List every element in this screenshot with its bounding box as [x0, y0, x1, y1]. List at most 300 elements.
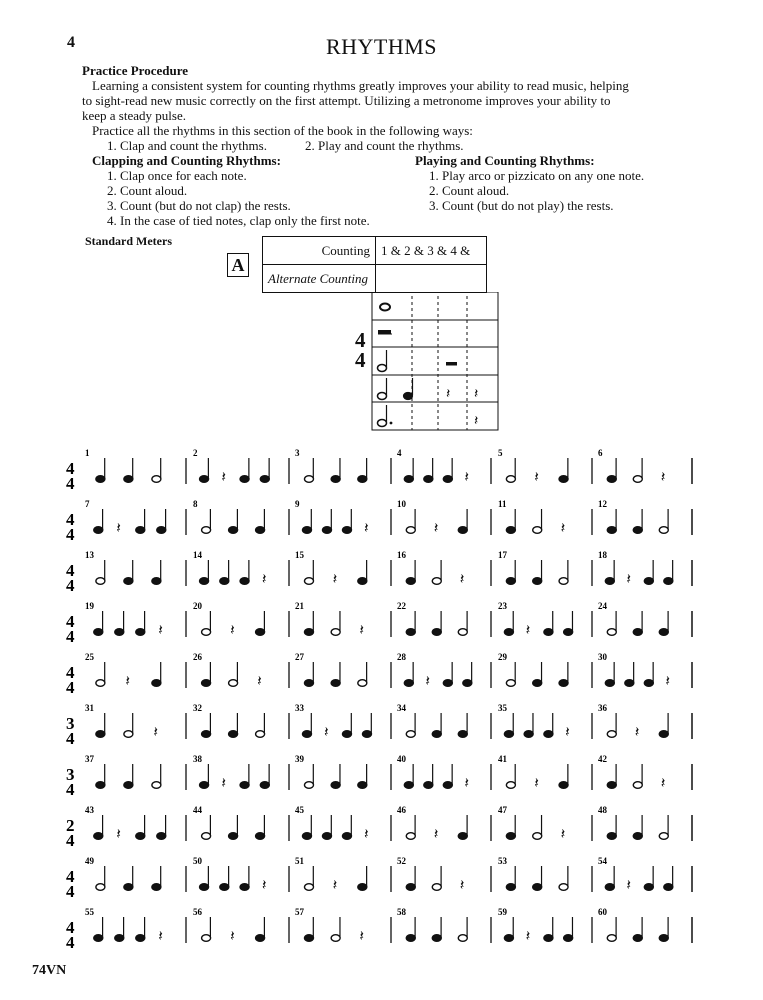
quarter-rest: 𝄽 — [324, 725, 329, 741]
quarter-note — [94, 629, 103, 636]
quarter-rest: 𝄽 — [565, 725, 570, 741]
quarter-note — [533, 578, 542, 585]
quarter-note — [343, 731, 352, 738]
exercise-number: 3 — [295, 448, 300, 458]
quarter-rest: 𝄽 — [433, 521, 439, 537]
exercise-line — [66, 550, 692, 595]
exercise-line — [66, 907, 692, 952]
exercise-number: 43 — [85, 805, 94, 815]
quarter-note — [644, 884, 653, 891]
exercise-number: 50 — [193, 856, 202, 866]
quarter-rest: 𝄽 — [660, 470, 666, 486]
playing-step-1: 1. Play arco or pizzicato on any one note. — [429, 168, 645, 183]
quarter-rest: 𝄽 — [626, 572, 631, 588]
exercise-number: 48 — [598, 805, 607, 815]
svg-text:𝄽: 𝄽 — [474, 387, 479, 402]
half-note — [633, 476, 642, 483]
quarter-note — [305, 629, 314, 636]
quarter-note — [544, 629, 553, 636]
playing-step-2: 2. Count aloud. — [429, 183, 510, 198]
time-signature-bottom: 4 — [66, 729, 75, 748]
quarter-note — [424, 476, 433, 483]
time-signature-top: 4 — [66, 459, 75, 478]
quarter-note — [506, 884, 515, 891]
time-signature-top: 2 — [66, 816, 75, 835]
clapping-step-2: 2. Count aloud. — [107, 183, 188, 198]
exercise-number: 33 — [295, 703, 304, 713]
quarter-note — [240, 476, 249, 483]
exercise-number: 20 — [193, 601, 202, 611]
half-note — [406, 833, 415, 840]
half-note — [96, 884, 105, 891]
quarter-note — [605, 578, 614, 585]
quarter-note — [432, 935, 441, 942]
exercise-number: 18 — [598, 550, 607, 560]
quarter-note — [443, 680, 452, 687]
exercise-number: 14 — [193, 550, 202, 560]
quarter-rest: 𝄽 — [525, 623, 531, 639]
exercise-line — [66, 703, 692, 748]
playing-heading: Playing and Counting Rhythms: — [415, 153, 595, 168]
exercise-number: 34 — [397, 703, 406, 713]
quarter-note — [559, 476, 568, 483]
way-2: 2. Play and count the rhythms. — [305, 138, 464, 153]
quarter-note — [404, 680, 413, 687]
ways-line: Practice all the rhythms in this section of the book in the following ways: — [92, 123, 473, 138]
exercise-number: 10 — [397, 499, 406, 509]
playing-step-3: 3. Count (but do not play) the rests. — [429, 198, 614, 213]
exercise-number: 1 — [85, 448, 90, 458]
quarter-note — [136, 935, 145, 942]
half-note — [202, 527, 211, 534]
exercise-line — [66, 652, 692, 697]
exercise-number: 44 — [193, 805, 202, 815]
quarter-note — [305, 680, 314, 687]
exercise-number: 15 — [295, 550, 304, 560]
exercise-number: 22 — [397, 601, 406, 611]
exercise-number: 46 — [397, 805, 406, 815]
exercise-number: 37 — [85, 754, 94, 764]
quarter-note — [94, 527, 103, 534]
standard-meters-heading: Standard Meters — [85, 234, 172, 248]
half-note — [432, 884, 441, 891]
exercise-number: 47 — [498, 805, 507, 815]
quarter-note — [202, 731, 211, 738]
quarter-note — [664, 578, 673, 585]
alternate-counting-label: Alternate Counting — [263, 265, 376, 293]
exercise-number: 36 — [598, 703, 607, 713]
quarter-note — [303, 731, 312, 738]
quarter-rest: 𝄽 — [560, 827, 566, 843]
quarter-rest: 𝄽 — [634, 725, 640, 741]
exercise-number: 26 — [193, 652, 202, 662]
half-note — [633, 782, 642, 789]
quarter-note — [458, 527, 467, 534]
exercise-number: 52 — [397, 856, 406, 866]
half-note — [607, 731, 616, 738]
quarter-note — [404, 782, 413, 789]
exercise-number: 54 — [598, 856, 607, 866]
half-note — [506, 782, 515, 789]
quarter-note — [157, 527, 166, 534]
quarter-note — [605, 884, 614, 891]
exercise-line — [66, 601, 692, 646]
exercise-number: 38 — [193, 754, 202, 764]
half-note — [305, 884, 314, 891]
quarter-note — [152, 884, 161, 891]
quarter-note — [633, 629, 642, 636]
half-note — [202, 629, 211, 636]
exercise-line — [66, 754, 692, 799]
time-signature-bottom: 4 — [66, 627, 75, 646]
quarter-rest: 𝄽 — [464, 776, 469, 792]
half-note — [506, 680, 515, 687]
quarter-note — [200, 578, 209, 585]
exercise-number: 30 — [598, 652, 607, 662]
exercise-number: 19 — [85, 601, 94, 611]
meter-bottom: 4 — [355, 348, 366, 372]
half-note — [331, 935, 340, 942]
quarter-note — [432, 731, 441, 738]
exercise-number: 28 — [397, 652, 406, 662]
quarter-note — [202, 680, 211, 687]
exercise-number: 35 — [498, 703, 507, 713]
half-note — [256, 731, 265, 738]
half-note — [406, 731, 415, 738]
quarter-note — [506, 578, 515, 585]
counting-label: Counting — [263, 237, 376, 265]
section-box-a: A — [227, 253, 249, 277]
half-note — [152, 476, 161, 483]
half-note — [607, 629, 616, 636]
rhythm-exercises — [0, 440, 763, 960]
quarter-note — [533, 680, 542, 687]
half-note — [202, 935, 211, 942]
quarter-note — [559, 782, 568, 789]
quarter-note — [220, 884, 229, 891]
quarter-rest: 𝄽 — [158, 623, 163, 639]
svg-text:𝄽: 𝄽 — [474, 414, 479, 429]
exercise-number: 45 — [295, 805, 304, 815]
half-note — [458, 935, 467, 942]
page-footer-code: 74VN — [32, 963, 67, 978]
quarter-note — [343, 527, 352, 534]
exercise-number: 27 — [295, 652, 304, 662]
quarter-note — [358, 476, 367, 483]
quarter-rest: 𝄽 — [359, 929, 364, 945]
half-note — [659, 527, 668, 534]
exercise-number: 40 — [397, 754, 406, 764]
quarter-note — [644, 680, 653, 687]
quarter-rest: 𝄽 — [359, 623, 364, 639]
quarter-rest: 𝄽 — [125, 674, 130, 690]
quarter-note — [458, 731, 467, 738]
quarter-note — [506, 527, 515, 534]
quarter-rest: 𝄽 — [332, 878, 338, 894]
quarter-note — [96, 731, 105, 738]
quarter-note — [305, 935, 314, 942]
quarter-note — [96, 782, 105, 789]
exercise-number: 41 — [498, 754, 507, 764]
quarter-note — [659, 731, 668, 738]
quarter-note — [136, 629, 145, 636]
quarter-note — [607, 833, 616, 840]
half-note — [331, 629, 340, 636]
quarter-note — [504, 731, 513, 738]
quarter-note — [607, 782, 616, 789]
half-note — [305, 476, 314, 483]
quarter-rest: 𝄽 — [626, 878, 631, 894]
exercise-number: 23 — [498, 601, 507, 611]
time-signature-top: 3 — [66, 714, 75, 733]
quarter-rest: 𝄽 — [464, 470, 469, 486]
exercise-number: 11 — [498, 499, 507, 509]
quarter-note — [559, 680, 568, 687]
meter-time-signature — [355, 330, 366, 370]
quarter-note — [504, 935, 513, 942]
quarter-rest: 𝄽 — [230, 623, 235, 639]
half-note — [559, 884, 568, 891]
half-note — [506, 476, 515, 483]
quarter-rest: 𝄽 — [221, 470, 226, 486]
quarter-note — [240, 884, 249, 891]
quarter-rest: 𝄽 — [261, 878, 267, 894]
time-signature-top: 3 — [66, 765, 75, 784]
clapping-step-1: 1. Clap once for each note. — [107, 168, 247, 183]
exercise-number: 8 — [193, 499, 198, 509]
exercise-number: 17 — [498, 550, 507, 560]
quarter-rest: 𝄽 — [425, 674, 430, 690]
quarter-rest: 𝄽 — [433, 827, 439, 843]
quarter-note — [136, 833, 145, 840]
quarter-note — [406, 935, 415, 942]
exercise-number: 16 — [397, 550, 406, 560]
exercise-number: 39 — [295, 754, 304, 764]
svg-text:𝄽: 𝄽 — [446, 387, 451, 402]
quarter-note — [256, 527, 265, 534]
quarter-rest: 𝄽 — [332, 572, 338, 588]
exercise-line — [66, 499, 692, 544]
quarter-note — [240, 782, 249, 789]
time-signature-top: 4 — [66, 510, 75, 529]
exercise-number: 55 — [85, 907, 94, 917]
exercise-number: 4 — [397, 448, 402, 458]
quarter-note — [404, 476, 413, 483]
quarter-note — [229, 833, 238, 840]
quarter-rest: 𝄽 — [364, 827, 369, 843]
quarter-rest: 𝄽 — [459, 572, 465, 588]
quarter-note — [229, 731, 238, 738]
exercise-number: 9 — [295, 499, 300, 509]
time-signature-bottom: 4 — [66, 678, 75, 697]
quarter-rest: 𝄽 — [534, 470, 539, 486]
exercise-number: 25 — [85, 652, 94, 662]
quarter-rest: 𝄽 — [153, 725, 158, 741]
quarter-note — [607, 476, 616, 483]
quarter-note — [331, 680, 340, 687]
half-note — [202, 833, 211, 840]
quarter-note — [124, 578, 133, 585]
exercise-number: 49 — [85, 856, 94, 866]
quarter-note — [124, 884, 133, 891]
time-signature-bottom: 4 — [66, 780, 75, 799]
quarter-rest: 𝄽 — [257, 674, 262, 690]
quarter-note — [94, 833, 103, 840]
alternate-counting-cell — [376, 265, 487, 293]
quarter-note — [644, 578, 653, 585]
clapping-heading: Clapping and Counting Rhythms: — [92, 153, 281, 168]
quarter-rest: 𝄽 — [525, 929, 531, 945]
time-signature-top: 4 — [66, 663, 75, 682]
half-note — [305, 578, 314, 585]
quarter-note — [256, 935, 265, 942]
page-title: RHYTHMS — [325, 34, 438, 59]
half-note — [432, 578, 441, 585]
practice-heading: Practice Procedure — [82, 63, 188, 78]
half-note — [152, 782, 161, 789]
quarter-note — [524, 731, 533, 738]
clapping-step-3: 3. Count (but do not clap) the rests. — [107, 198, 291, 213]
quarter-note — [463, 680, 472, 687]
meter-rhythm-grid — [370, 292, 500, 432]
exercise-line — [66, 805, 692, 850]
exercise-number: 6 — [598, 448, 603, 458]
quarter-note — [220, 578, 229, 585]
half-note — [533, 527, 542, 534]
quarter-note — [323, 833, 332, 840]
quarter-rest: 𝄽 — [560, 521, 566, 537]
quarter-note — [200, 782, 209, 789]
quarter-note — [659, 935, 668, 942]
quarter-note — [406, 884, 415, 891]
quarter-note — [504, 629, 513, 636]
time-signature-bottom: 4 — [66, 831, 75, 850]
exercise-number: 13 — [85, 550, 94, 560]
quarter-note — [633, 527, 642, 534]
time-signature-bottom: 4 — [66, 576, 75, 595]
quarter-note — [659, 629, 668, 636]
quarter-note — [406, 578, 415, 585]
quarter-note — [256, 629, 265, 636]
quarter-note — [564, 629, 573, 636]
exercise-number: 56 — [193, 907, 202, 917]
time-signature-bottom: 4 — [66, 474, 75, 493]
quarter-note — [331, 476, 340, 483]
quarter-rest: 𝄽 — [364, 521, 369, 537]
quarter-note — [260, 476, 269, 483]
half-note — [124, 731, 133, 738]
quarter-note — [200, 884, 209, 891]
quarter-note — [564, 935, 573, 942]
quarter-note — [506, 833, 515, 840]
half-note — [406, 527, 415, 534]
exercise-number: 51 — [295, 856, 304, 866]
exercise-number: 57 — [295, 907, 304, 917]
quarter-rest: 𝄽 — [116, 521, 121, 537]
time-signature-bottom: 4 — [66, 882, 75, 901]
quarter-rest: 𝄽 — [534, 776, 539, 792]
quarter-note — [633, 833, 642, 840]
quarter-note — [303, 833, 312, 840]
exercise-number: 29 — [498, 652, 507, 662]
way-1: 1. Clap and count the rhythms. — [107, 138, 267, 153]
quarter-note — [96, 476, 105, 483]
quarter-note — [358, 578, 367, 585]
quarter-note — [157, 833, 166, 840]
exercise-number: 59 — [498, 907, 507, 917]
quarter-note — [544, 731, 553, 738]
quarter-note — [115, 935, 124, 942]
quarter-note — [331, 782, 340, 789]
intro-line-1: Learning a consistent system for counting rhythms greatly improves your ability to read music, helping — [92, 78, 629, 93]
quarter-note — [605, 680, 614, 687]
intro-line-2: to sight-read new music correctly on the first attempt. Utilizing a metronome improves your ability to — [82, 93, 611, 108]
quarter-note — [406, 629, 415, 636]
counting-table — [262, 236, 487, 293]
quarter-rest: 𝄽 — [660, 776, 666, 792]
quarter-note — [533, 884, 542, 891]
quarter-note — [607, 527, 616, 534]
quarter-rest: 𝄽 — [230, 929, 235, 945]
quarter-note — [152, 578, 161, 585]
quarter-note — [136, 527, 145, 534]
half-note — [533, 833, 542, 840]
clapping-step-4: 4. In the case of tied notes, clap only the first note. — [107, 213, 370, 228]
half-note — [96, 578, 105, 585]
exercise-number: 12 — [598, 499, 607, 509]
quarter-note — [432, 629, 441, 636]
quarter-note — [229, 527, 238, 534]
half-note — [229, 680, 238, 687]
half-note — [559, 578, 568, 585]
quarter-note — [458, 833, 467, 840]
page-number: 4 — [67, 34, 75, 51]
quarter-rest: 𝄽 — [459, 878, 465, 894]
exercise-line — [66, 856, 692, 901]
exercise-number: 60 — [598, 907, 607, 917]
quarter-rest: 𝄽 — [158, 929, 163, 945]
half-note — [458, 629, 467, 636]
quarter-note — [544, 935, 553, 942]
intro-line-3: keep a steady pulse. — [82, 108, 186, 123]
quarter-note — [363, 731, 372, 738]
quarter-note — [358, 782, 367, 789]
exercise-number: 2 — [193, 448, 198, 458]
quarter-rest: 𝄽 — [221, 776, 226, 792]
quarter-note — [303, 527, 312, 534]
half-note — [659, 833, 668, 840]
half-note — [358, 680, 367, 687]
time-signature-top: 4 — [66, 612, 75, 631]
time-signature-top: 4 — [66, 561, 75, 580]
quarter-note — [124, 782, 133, 789]
time-signature-bottom: 4 — [66, 933, 75, 952]
quarter-note — [152, 680, 161, 687]
quarter-note — [358, 884, 367, 891]
exercise-number: 53 — [498, 856, 507, 866]
exercise-number: 21 — [295, 601, 304, 611]
quarter-note — [256, 833, 265, 840]
exercise-number: 58 — [397, 907, 406, 917]
quarter-note — [664, 884, 673, 891]
quarter-note — [260, 782, 269, 789]
quarter-rest: 𝄽 — [116, 827, 121, 843]
exercise-number: 42 — [598, 754, 607, 764]
quarter-note — [124, 476, 133, 483]
half-note — [96, 680, 105, 687]
quarter-note — [115, 629, 124, 636]
exercise-number: 5 — [498, 448, 503, 458]
